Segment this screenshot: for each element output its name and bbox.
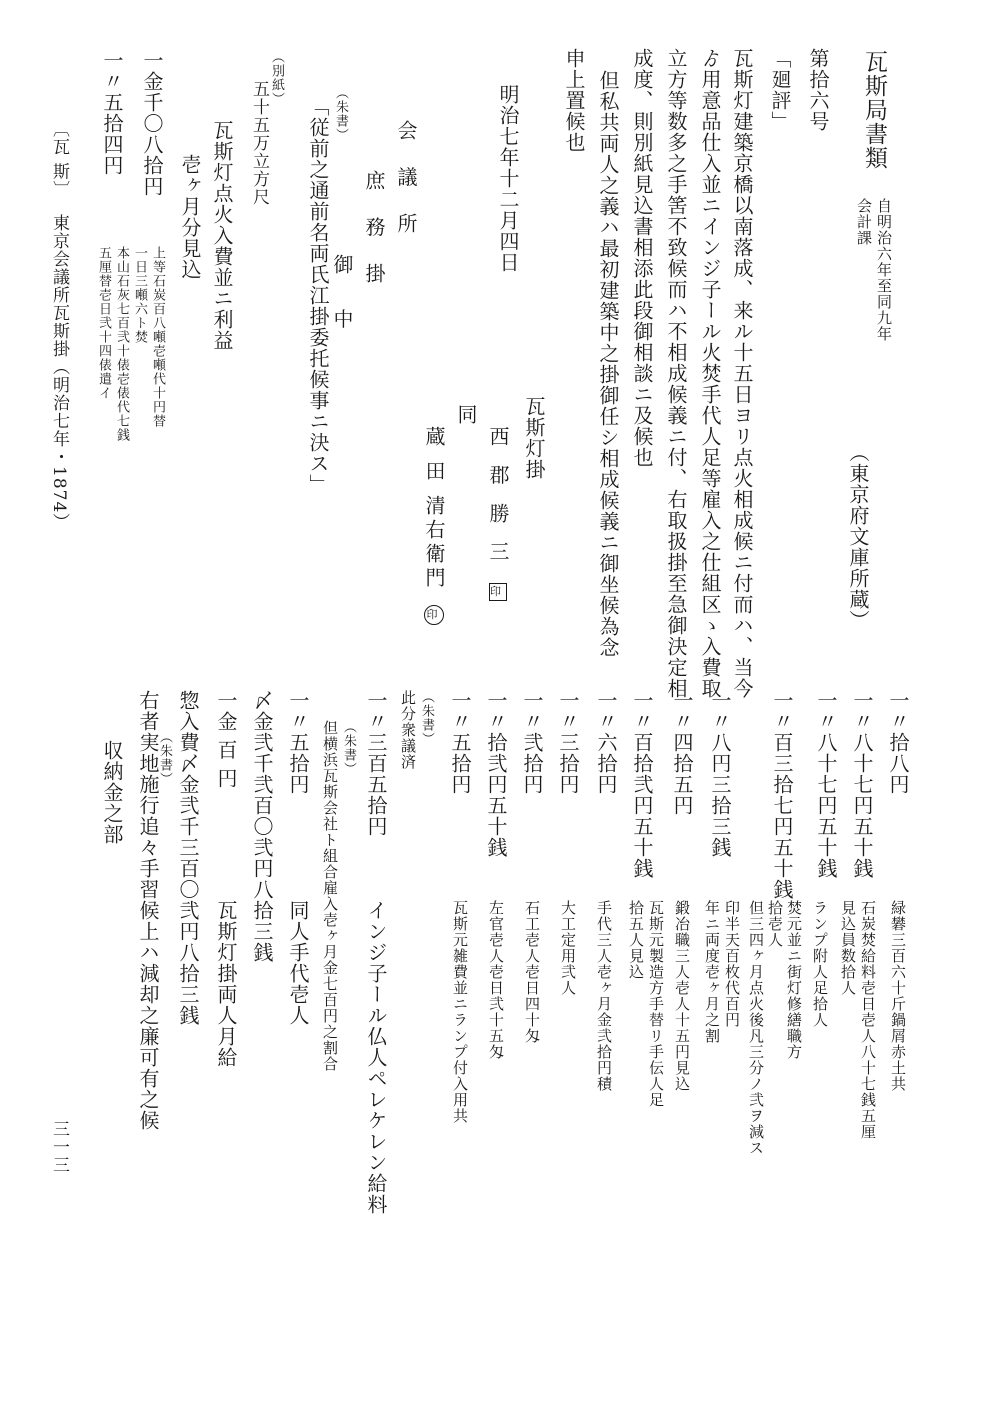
lower-item-12-desc: 瓦斯元雑費並ニランプ付入用共 [451, 900, 469, 1124]
vermilion-decision: 「従前之通前名両氏江掛委托候事ニ決ス」 [306, 96, 330, 495]
lower-item-1-desc: 緑礬三百六十斤鍋屑赤土共 [889, 900, 907, 1092]
lower-item-2-desc-b: 見込員数拾人 [839, 900, 857, 996]
lower-item-12-amount: 一〃五拾円 [448, 690, 472, 795]
lower-item-10-amount: 一〃弐拾円 [520, 690, 544, 795]
body-line-4: 成度、則別紙見込書相添此段御相談ニ及候也 [630, 48, 654, 468]
footer-tag: 〔瓦 斯〕 [49, 120, 69, 199]
item-1-note-a: 上等石炭百八噸壱噸代十円替 [150, 246, 165, 428]
vermilion-label-4: （朱書） [157, 730, 172, 786]
attachment-label: （別紙） [269, 50, 284, 106]
sender-1-text: 西 郡 勝 三 [486, 426, 510, 568]
lower-item-8-desc: 手代三人壱ヶ月金弐拾円積 [595, 900, 613, 1092]
vermilion-label-1: （朱書） [333, 86, 348, 142]
lower-item-8-amount: 一〃六拾円 [594, 690, 618, 795]
doc-number: 第拾六号 [806, 48, 830, 132]
sender-2-text: 蔵 田 清右衛門 [422, 426, 446, 591]
section-heading: 「廻評」 [768, 48, 792, 132]
sender-2-prefix: 同 [454, 404, 478, 425]
lower-item-13-amount: 一〃三百五拾円 [364, 690, 388, 837]
reduction-note: 右者実地施行追々手習候上ハ減却之廉可有之候 [136, 690, 160, 1131]
vermilion-label-3: （朱書） [341, 720, 356, 776]
income-heading: 収納金之部 [100, 740, 124, 845]
lower-item-3-desc: ランプ附人足拾人 [811, 900, 829, 1028]
item-1-amount: 一金千〇八拾円 [140, 50, 164, 197]
lower-item-9-amount: 一〃三拾円 [556, 690, 580, 795]
item-2-note-b: 五厘替壱日弐十四俵遣イ [96, 246, 111, 400]
fee-heading: 瓦斯灯点火入費並ニ利益 [210, 120, 234, 351]
lower-item-2-amount: 一〃八十七円五十銭 [850, 690, 874, 879]
lower-item-13-desc: インジ子ール仏人ペレケレン給料 [364, 900, 388, 1215]
page-number: 三一三 [49, 1120, 69, 1174]
sender-department: 瓦斯灯掛 [522, 396, 546, 480]
lower-item-1-amount: 一〃拾八円 [886, 690, 910, 795]
gas-volume: 五十五万立方尺 [249, 80, 269, 206]
lower-item-11-desc: 左官壱人壱日弐十五匁 [487, 900, 505, 1060]
lower-item-5-amount: 一〃八円三拾三銭 [708, 690, 732, 858]
letter-date: 明治七年十二月四日 [496, 84, 520, 273]
document-period: 自明治六年至同九年 [875, 198, 893, 342]
lower-item-15-desc: 瓦斯灯掛両人月給 [214, 900, 238, 1068]
document-title: 瓦斯局書類 [861, 50, 887, 170]
body-line-3: 立方等数多之手筈不致候而ハ不相成候義ニ付、右取扱掛至急御決定相 [664, 48, 688, 699]
lower-item-5-desc-a: 印半天百枚代百円 [723, 900, 741, 1028]
addressee-attn: 御 中 [330, 254, 354, 343]
lower-item-7-amount: 一〃百拾弐円五十銭 [630, 690, 654, 879]
lower-item-6-amount: 一〃四拾五円 [670, 690, 694, 816]
grand-total: 惣入費〆金弐千三百〇弐円八拾三銭 [176, 690, 200, 1026]
addressee-assembly: 会 議 所 [394, 120, 418, 243]
lower-item-3-amount: 一〃八十七円五十銭 [814, 690, 838, 879]
seal-1: 印 [489, 583, 507, 601]
item-1-note-b: 一日三噸六ト焚 [132, 246, 147, 344]
monthly-estimate: 壱ヶ月分見込 [178, 154, 202, 280]
lower-item-5-desc-b: 年ニ両度壱ヶ月之割 [703, 900, 721, 1044]
source-note: （東京府文庫所蔵） [846, 442, 870, 631]
lower-item-14-desc: 同人手代壱人 [286, 900, 310, 1026]
body-line-1: 瓦斯灯建築京橋以南落成、来ル十五日ヨリ点火相成候ニ付而ハ、当今 [730, 48, 754, 699]
body-line-5: 但私共両人之義ハ最初建築中之掛御任シ相成候義ニ御坐候為念 [596, 70, 620, 658]
lower-item-9-desc: 大工定用弐人 [559, 900, 577, 996]
body-line-6: 申上置候也 [562, 48, 586, 153]
lower-item-7-desc-b: 拾五人見込 [627, 900, 645, 980]
lower-item-6-desc: 鍛冶職三人壱人十五円見込 [673, 900, 691, 1092]
addressee-office: 庶 務 掛 [362, 170, 386, 293]
lower-item-4-amount: 一〃百三拾七円五十銭 [770, 690, 794, 900]
lower-item-7-desc-a: 瓦斯元製造方手替リ手伝人足 [647, 900, 665, 1108]
lower-item-2-desc-a: 石炭焚給料壱日壱人八十七銭五厘 [859, 900, 877, 1140]
lower-item-4-desc-b: 拾壱人 [766, 900, 784, 948]
seal-2: 印 [424, 605, 444, 625]
lower-item-10-desc: 石工壱人壱日四十匁 [523, 900, 541, 1044]
body-line-2: ゟ用意品仕入並ニインジ子ール火焚手代人足等雇入之仕組区ゝ入費取 [698, 48, 722, 699]
lower-item-4-desc-c: 但三四ヶ月点火後凡三分ノ弐ヲ減ス [747, 900, 765, 1156]
sender-2-name [424, 426, 444, 625]
approved-note: 此分衆議済 [399, 690, 417, 770]
item-2-amount: 一〃五拾四円 [100, 50, 124, 176]
subtotal: 〆金弐千弐百〇弐円八拾三銭 [250, 690, 274, 963]
lower-item-15-amount: 一金 百 円 [214, 690, 238, 789]
footer-caption: 東京会議所瓦斯掛（明治七年・1874） [49, 214, 69, 532]
lower-item-11-amount: 一〃拾弐円五十銭 [484, 690, 508, 858]
lower-item-4-desc-a: 焚元並ニ街灯修繕職方 [785, 900, 803, 1060]
sender-1-name [488, 426, 508, 601]
yokohama-note: 但横浜瓦斯会社ト組合雇入壱ヶ月金七百円之割合 [321, 720, 339, 1072]
document-department: 会計課 [855, 198, 873, 246]
lower-item-14-amount: 一〃五拾円 [286, 690, 310, 795]
item-2-note-a: 本山石灰七百弐十俵壱俵代七銭 [114, 246, 129, 442]
vermilion-label-2: （朱書） [419, 690, 434, 746]
